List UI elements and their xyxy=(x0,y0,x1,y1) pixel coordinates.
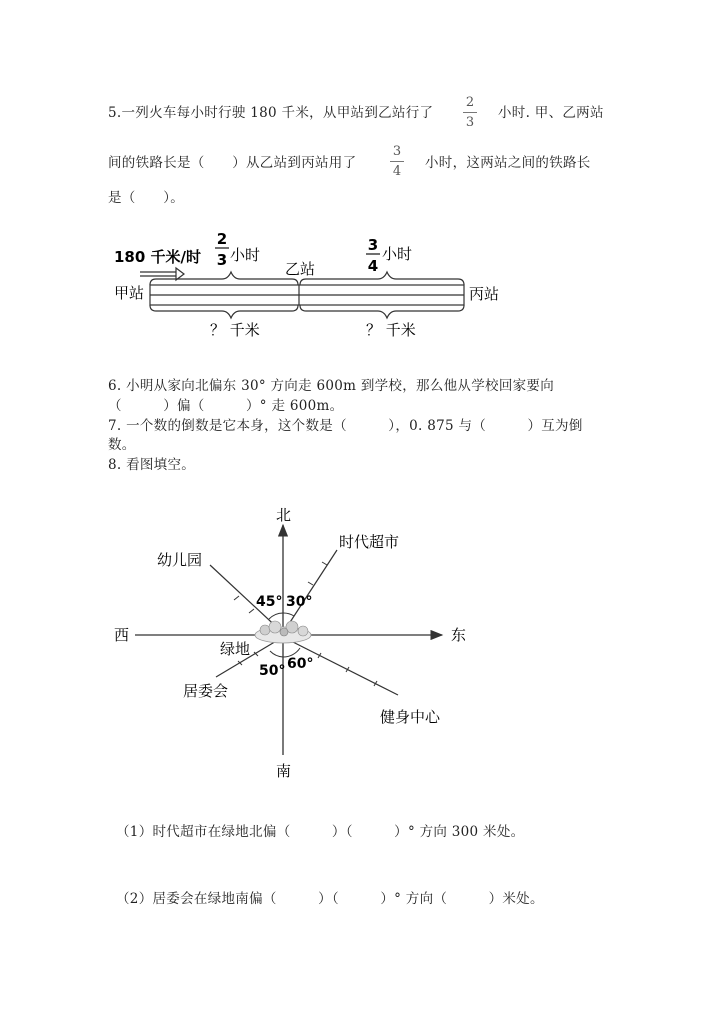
q5-line2-part1: 间的铁路长是（ ）从乙站到丙站用了 xyxy=(108,155,357,171)
diagram-frac1-num: 2 xyxy=(216,230,228,248)
unknown-distance-2: ？ 千米 xyxy=(366,321,416,339)
green-space-label: 绿地 xyxy=(220,640,251,658)
q5-fraction-two-thirds xyxy=(463,95,477,130)
q6-line2: （ ）偏（ ）° 走 600m。 xyxy=(108,398,344,414)
supermarket-label: 时代超市 xyxy=(339,533,400,551)
diagram-frac2-num: 3 xyxy=(367,236,379,254)
speed-label: 180 千米/时 xyxy=(114,248,202,266)
distance-brace-bottom-left xyxy=(150,305,298,318)
kindergarten-label: 幼儿园 xyxy=(157,551,203,569)
west-label: 西 xyxy=(114,626,130,644)
south-label: 南 xyxy=(276,762,292,780)
diagram-unit2: 小时 xyxy=(382,245,413,263)
q8-subquestion-2: （2）居委会在绿地南偏（ ）（ ）° 方向（ ）米处。 xyxy=(116,891,544,907)
angle-label-30: 30° xyxy=(286,594,313,610)
angle-label-45: 45° xyxy=(256,594,283,610)
station-bing: 丙站 xyxy=(469,285,500,303)
compass-diagram xyxy=(0,495,720,785)
unknown-distance-1: ？ 千米 xyxy=(210,321,260,339)
angle-label-60: 60° xyxy=(287,656,314,672)
ray-supermarket xyxy=(283,550,337,633)
distance-brace-top-left xyxy=(150,272,298,285)
direction-arrow-icon xyxy=(140,268,184,280)
train-distance-diagram xyxy=(0,225,720,345)
north-label: 北 xyxy=(276,506,292,524)
q5-line1-part1: 5.一列火车每小时行驶 180 千米，从甲站到乙站行了 xyxy=(108,105,434,121)
fraction-numerator: 3 xyxy=(392,144,402,159)
q7-line2: 数。 xyxy=(108,437,136,453)
station-yi: 乙站 xyxy=(285,260,316,278)
q5-line3: 是（ ）。 xyxy=(108,190,185,206)
distance-brace-bottom-right xyxy=(300,305,464,318)
fraction-denominator: 3 xyxy=(465,115,475,130)
q6-line1: 6. 小明从家向北偏东 30° 方向走 600m 到学校，那么他从学校回家要向 xyxy=(108,378,555,394)
station-jia: 甲站 xyxy=(114,284,145,302)
diagram-frac1-den: 3 xyxy=(216,251,228,269)
fraction-denominator: 4 xyxy=(392,164,402,179)
diagram-unit1: 小时 xyxy=(230,246,261,264)
q5-fraction-three-quarters xyxy=(390,144,404,179)
railway-track xyxy=(150,285,464,305)
fraction-numerator: 2 xyxy=(465,95,475,110)
q8-subquestion-1: （1）时代超市在绿地北偏（ ）（ ）° 方向 300 米处。 xyxy=(116,824,525,840)
q5-line1-part2: 小时. 甲、乙两站 xyxy=(498,105,604,121)
q7-line1: 7. 一个数的倒数是它本身，这个数是（ ），0. 875 与（ ）互为倒 xyxy=(108,418,583,434)
angle-label-50: 50° xyxy=(259,663,286,679)
fitness-center-label: 健身中心 xyxy=(380,708,441,726)
q8-title: 8. 看图填空。 xyxy=(108,457,196,473)
q5-line2-part2: 小时，这两站之间的铁路长 xyxy=(425,155,591,171)
committee-label: 居委会 xyxy=(183,682,229,700)
distance-brace-top-right xyxy=(300,272,464,285)
east-label: 东 xyxy=(451,626,467,644)
diagram-frac2-den: 4 xyxy=(367,257,379,275)
